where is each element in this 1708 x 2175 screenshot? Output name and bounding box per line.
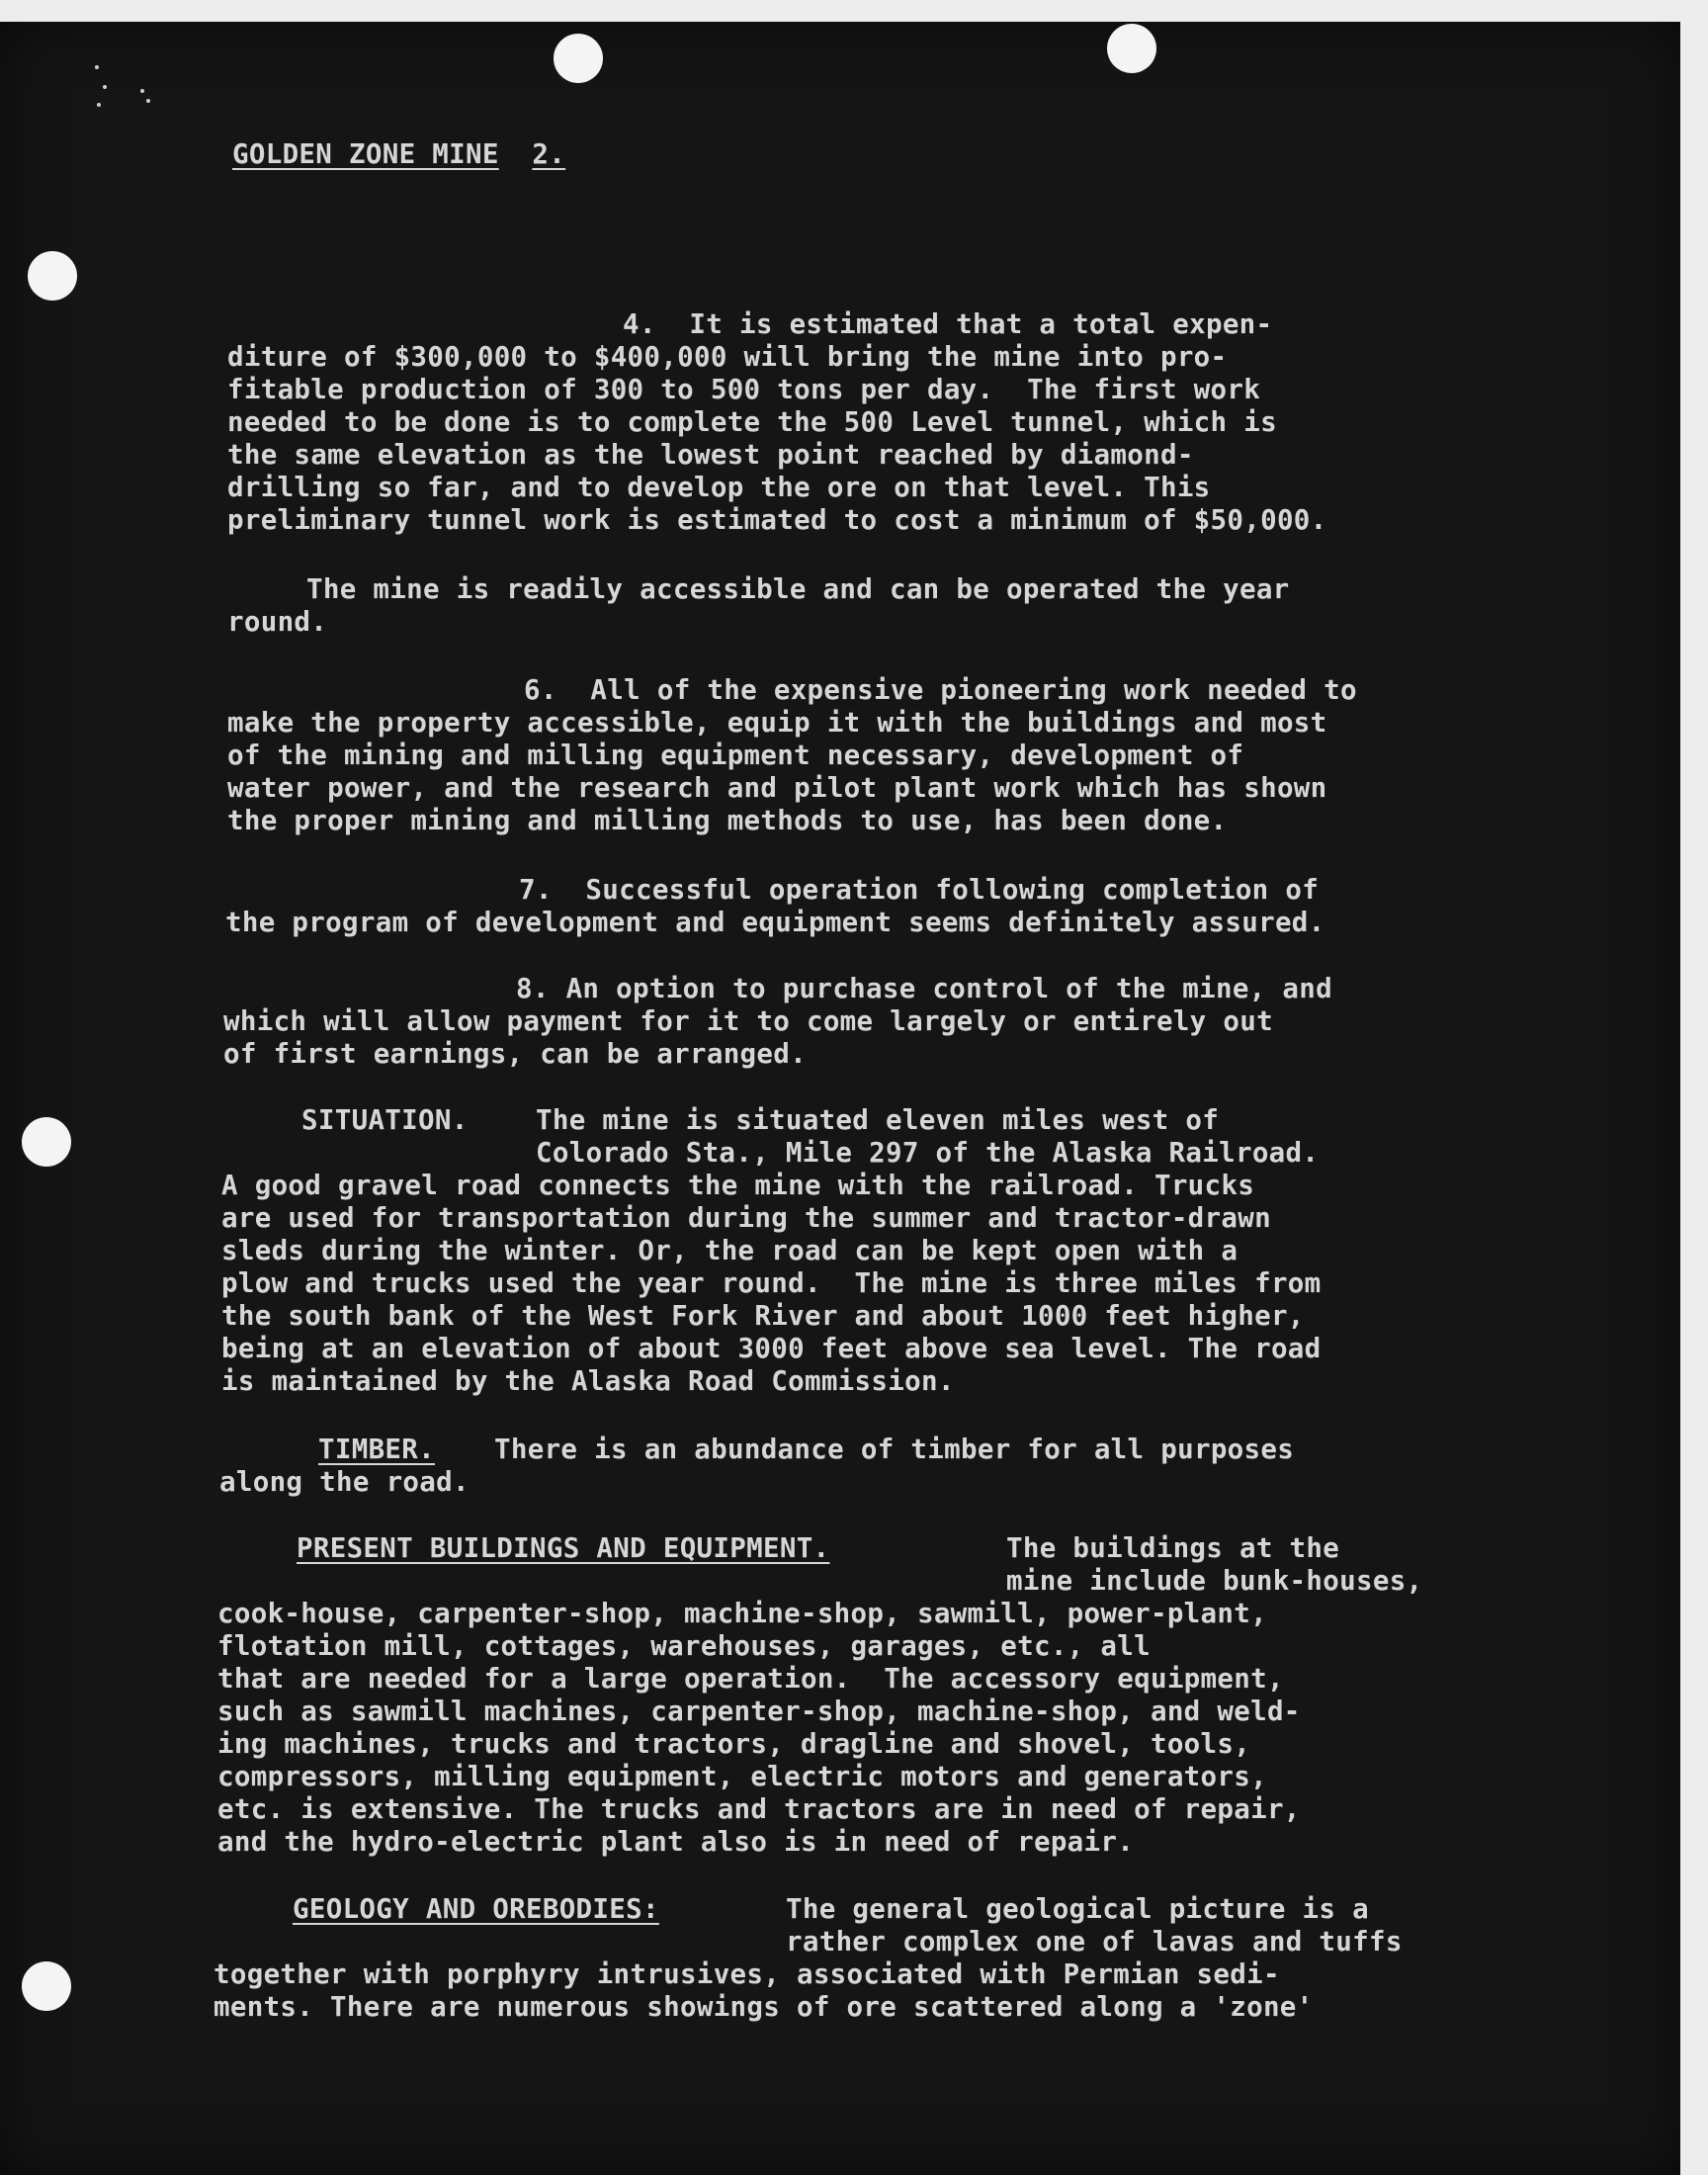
- situation-line-1: The mine is situated eleven miles west of: [536, 1104, 1220, 1136]
- situation-line-2: Colorado Sta., Mile 297 of the Alaska Railroad.: [536, 1137, 1320, 1169]
- timber-line-2: along the road.: [219, 1466, 470, 1498]
- p6-line-5: the proper mining and milling methods to use, has been done.: [227, 805, 1228, 836]
- geology-line-2: rather complex one of lavas and tuffs: [786, 1926, 1403, 1958]
- p7-line-2: the program of development and equipment seems definitely assured.: [225, 907, 1325, 938]
- header-line: [232, 138, 565, 171]
- p4-line-2: diture of $300,000 to $400,000 will bring the mine into pro-: [227, 341, 1228, 373]
- header-title: GOLDEN ZONE MINE: [232, 138, 499, 170]
- buildings-line-9: etc. is extensive. The trucks and tractors are in need of repair,: [217, 1793, 1301, 1825]
- header-page-number: 2.: [532, 138, 566, 170]
- p6-line-1: 6. All of the expensive pioneering work needed to: [524, 674, 1357, 706]
- p6-line-4: water power, and the research and pilot plant work which has shown: [227, 772, 1327, 804]
- timber-heading: TIMBER.: [318, 1434, 435, 1465]
- situation-line-8: being at an elevation of about 3000 feet above sea level. The road: [221, 1333, 1322, 1364]
- situation-line-5: sleds during the winter. Or, the road can be kept open with a: [221, 1235, 1238, 1266]
- geology-line-1: The general geological picture is a: [786, 1893, 1369, 1925]
- situation-line-9: is maintained by the Alaska Road Commission.: [221, 1365, 955, 1397]
- p7-line-1: 7. Successful operation following completion of: [519, 874, 1320, 906]
- buildings-line-2: mine include bunk-houses,: [1006, 1565, 1423, 1597]
- p4-line-1: 4. It is estimated that a total expen-: [623, 308, 1273, 340]
- p4-line-6: drilling so far, and to develop the ore on that level. This: [227, 472, 1211, 503]
- situation-line-3: A good gravel road connects the mine with the railroad. Trucks: [221, 1170, 1255, 1201]
- situation-line-6: plow and trucks used the year round. The mine is three miles from: [221, 1267, 1322, 1299]
- scan-specks: [91, 59, 160, 119]
- buildings-line-4: flotation mill, cottages, warehouses, garages, etc., all: [217, 1630, 1151, 1662]
- p4-line-4: needed to be done is to complete the 500 Level tunnel, which is: [227, 406, 1277, 438]
- typed-text: [0, 22, 1423, 2175]
- p5-line-2: round.: [227, 606, 328, 638]
- buildings-line-7: ing machines, trucks and tractors, dragline and shovel, tools,: [217, 1728, 1251, 1760]
- buildings-line-10: and the hydro-electric plant also is in need of repair.: [217, 1826, 1135, 1858]
- p8-line-3: of first earnings, can be arranged.: [223, 1038, 807, 1070]
- p4-line-5: the same elevation as the lowest point reached by diamond-: [227, 439, 1194, 471]
- buildings-line-1: The buildings at the: [1006, 1532, 1340, 1564]
- situation-line-7: the south bank of the West Fork River and about 1000 feet higher,: [221, 1300, 1305, 1332]
- timber-line-1: There is an abundance of timber for all purposes: [494, 1434, 1295, 1465]
- buildings-heading: PRESENT BUILDINGS AND EQUIPMENT.: [297, 1532, 830, 1564]
- p6-line-3: of the mining and milling equipment necessary, development of: [227, 740, 1244, 771]
- p8-line-1: 8. An option to purchase control of the mine, and: [516, 973, 1332, 1004]
- buildings-line-3: cook-house, carpenter-shop, machine-shop, sawmill, power-plant,: [217, 1598, 1267, 1629]
- buildings-line-8: compressors, milling equipment, electric motors and generators,: [217, 1761, 1267, 1792]
- p8-line-2: which will allow payment for it to come largely or entirely out: [223, 1005, 1273, 1037]
- situation-line-4: are used for transportation during the summer and tractor-drawn: [221, 1202, 1271, 1234]
- geology-line-3: together with porphyry intrusives, associated with Permian sedi-: [214, 1958, 1280, 1990]
- punch-hole-top-left: [554, 34, 603, 83]
- geology-heading: GEOLOGY AND OREBODIES:: [293, 1893, 659, 1925]
- scanned-sheet: [0, 22, 1680, 2175]
- p6-line-2: make the property accessible, equip it with the buildings and most: [227, 707, 1327, 739]
- p5-line-1: The mine is readily accessible and can be operated the year: [306, 573, 1290, 605]
- p4-line-3: fitable production of 300 to 500 tons per day. The first work: [227, 374, 1261, 405]
- buildings-line-6: such as sawmill machines, carpenter-shop, machine-shop, and weld-: [217, 1696, 1301, 1727]
- p4-line-7: preliminary tunnel work is estimated to cost a minimum of $50,000.: [227, 504, 1327, 536]
- buildings-line-5: that are needed for a large operation. The accessory equipment,: [217, 1663, 1284, 1695]
- geology-line-4: ments. There are numerous showings of ore scattered along a 'zone': [214, 1991, 1314, 2023]
- situation-heading: SITUATION.: [301, 1104, 469, 1136]
- punch-hole-top-right: [1107, 24, 1156, 73]
